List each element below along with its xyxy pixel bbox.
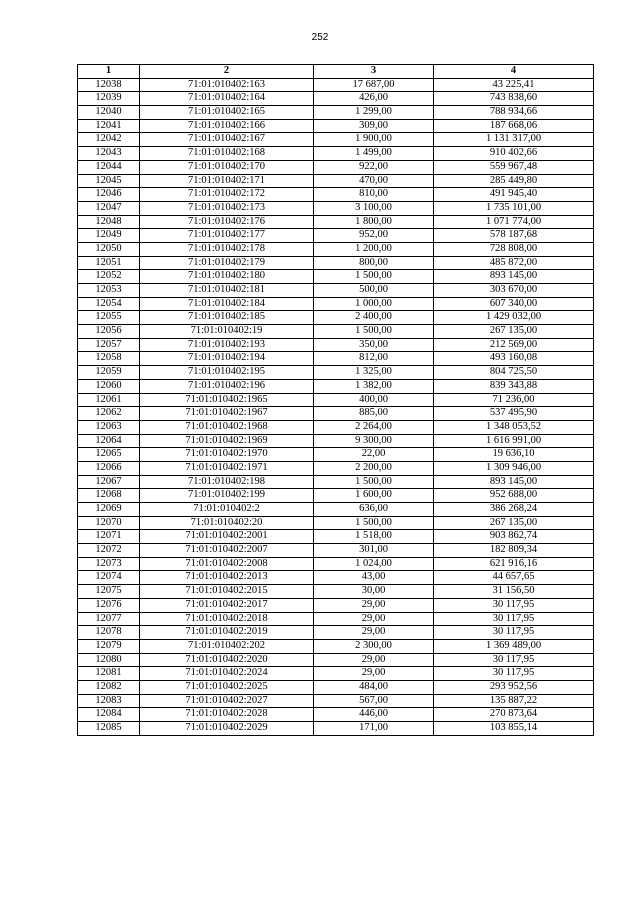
row-number-cell: 12060 [78,379,140,393]
cadastral-number-cell: 71:01:010402:171 [140,174,314,188]
cadastral-number-cell: 71:01:010402:2027 [140,694,314,708]
cadastral-value-cell: 491 945,40 [434,188,594,202]
row-number-cell: 12079 [78,639,140,653]
cadastral-number-cell: 71:01:010402:2017 [140,598,314,612]
cadastral-number-cell: 71:01:010402:20 [140,516,314,530]
row-number-cell: 12078 [78,626,140,640]
cadastral-number-cell: 71:01:010402:2 [140,503,314,517]
row-number-cell: 12048 [78,215,140,229]
cadastral-value-cell: 43 225,41 [434,78,594,92]
cadastral-number-cell: 71:01:010402:177 [140,229,314,243]
area-cell: 952,00 [314,229,434,243]
row-number-cell: 12073 [78,557,140,571]
cadastral-number-cell: 71:01:010402:2007 [140,544,314,558]
row-number-cell: 12072 [78,544,140,558]
table-row [78,256,594,270]
cadastral-number-cell: 71:01:010402:2020 [140,653,314,667]
column-header-3: 3 [314,65,434,79]
table-row [78,571,594,585]
area-cell: 309,00 [314,119,434,133]
cadastral-value-cell: 607 340,00 [434,297,594,311]
area-cell: 171,00 [314,722,434,736]
table-row [78,201,594,215]
table-row [78,242,594,256]
cadastral-number-cell: 71:01:010402:163 [140,78,314,92]
area-cell: 1 900,00 [314,133,434,147]
cadastral-value-cell: 303 670,00 [434,284,594,298]
cadastral-value-cell: 267 135,00 [434,325,594,339]
cadastral-value-cell: 952 688,00 [434,489,594,503]
cadastral-number-cell: 71:01:010402:1969 [140,434,314,448]
cadastral-value-cell: 743 838,60 [434,92,594,106]
row-number-cell: 12046 [78,188,140,202]
cadastral-value-cell: 71 236,00 [434,393,594,407]
table-row [78,626,594,640]
cadastral-number-cell: 71:01:010402:165 [140,106,314,120]
row-number-cell: 12050 [78,242,140,256]
row-number-cell: 12054 [78,297,140,311]
cadastral-value-cell: 212 569,00 [434,338,594,352]
table-row [78,160,594,174]
cadastral-value-cell: 182 809,34 [434,544,594,558]
cadastral-number-cell: 71:01:010402:1967 [140,407,314,421]
cadastral-value-cell: 1 309 946,00 [434,461,594,475]
cadastral-value-cell: 285 449,80 [434,174,594,188]
cadastral-number-cell: 71:01:010402:195 [140,366,314,380]
row-number-cell: 12042 [78,133,140,147]
cadastral-number-cell: 71:01:010402:181 [140,284,314,298]
table-row [78,270,594,284]
area-cell: 30,00 [314,585,434,599]
row-number-cell: 12055 [78,311,140,325]
cadastral-value-cell: 804 725,50 [434,366,594,380]
cadastral-number-cell: 71:01:010402:196 [140,379,314,393]
cadastral-value-cell: 30 117,95 [434,626,594,640]
area-cell: 2 300,00 [314,639,434,653]
area-cell: 1 500,00 [314,270,434,284]
table-row [78,475,594,489]
cadastral-number-cell: 71:01:010402:1968 [140,420,314,434]
cadastral-number-cell: 71:01:010402:184 [140,297,314,311]
cadastral-number-cell: 71:01:010402:2028 [140,708,314,722]
table-row [78,667,594,681]
cadastral-value-cell: 493 160,08 [434,352,594,366]
cadastral-number-cell: 71:01:010402:2015 [140,585,314,599]
area-cell: 22,00 [314,448,434,462]
area-cell: 43,00 [314,571,434,585]
row-number-cell: 12058 [78,352,140,366]
cadastral-number-cell: 71:01:010402:168 [140,147,314,161]
cadastral-value-cell: 621 916,16 [434,557,594,571]
area-cell: 500,00 [314,284,434,298]
area-cell: 470,00 [314,174,434,188]
table-row [78,379,594,393]
cadastral-number-cell: 71:01:010402:2025 [140,680,314,694]
area-cell: 1 024,00 [314,557,434,571]
cadastral-value-cell: 267 135,00 [434,516,594,530]
row-number-cell: 12038 [78,78,140,92]
cadastral-value-cell: 1 429 032,00 [434,311,594,325]
area-cell: 484,00 [314,680,434,694]
cadastral-value-cell: 30 117,95 [434,667,594,681]
table-row [78,352,594,366]
row-number-cell: 12041 [78,119,140,133]
area-cell: 812,00 [314,352,434,366]
area-cell: 2 200,00 [314,461,434,475]
area-cell: 29,00 [314,667,434,681]
row-number-cell: 12045 [78,174,140,188]
cadastral-number-cell: 71:01:010402:2008 [140,557,314,571]
table-row [78,215,594,229]
row-number-cell: 12043 [78,147,140,161]
table-row [78,119,594,133]
area-cell: 567,00 [314,694,434,708]
table-row [78,338,594,352]
column-header-2: 2 [140,65,314,79]
row-number-cell: 12082 [78,680,140,694]
cadastral-value-cell: 103 855,14 [434,722,594,736]
area-cell: 922,00 [314,160,434,174]
cadastral-value-cell: 30 117,95 [434,653,594,667]
area-cell: 2 264,00 [314,420,434,434]
area-cell: 1 200,00 [314,242,434,256]
table-row [78,297,594,311]
cadastral-value-cell: 30 117,95 [434,598,594,612]
cadastral-value-table [77,64,594,736]
row-number-cell: 12053 [78,284,140,298]
cadastral-value-cell: 270 873,64 [434,708,594,722]
table-row [78,503,594,517]
row-number-cell: 12049 [78,229,140,243]
table-row [78,133,594,147]
table-row [78,530,594,544]
cadastral-number-cell: 71:01:010402:178 [140,242,314,256]
area-cell: 400,00 [314,393,434,407]
row-number-cell: 12066 [78,461,140,475]
area-cell: 1 500,00 [314,475,434,489]
cadastral-number-cell: 71:01:010402:202 [140,639,314,653]
table-row [78,78,594,92]
row-number-cell: 12061 [78,393,140,407]
table-row [78,393,594,407]
cadastral-value-cell: 839 343,88 [434,379,594,393]
table-row [78,174,594,188]
cadastral-number-cell: 71:01:010402:166 [140,119,314,133]
table-row [78,544,594,558]
row-number-cell: 12070 [78,516,140,530]
row-number-cell: 12063 [78,420,140,434]
cadastral-number-cell: 71:01:010402:172 [140,188,314,202]
area-cell: 1 518,00 [314,530,434,544]
row-number-cell: 12075 [78,585,140,599]
area-cell: 29,00 [314,626,434,640]
area-cell: 1 299,00 [314,106,434,120]
table-body [78,78,594,735]
table-row [78,420,594,434]
cadastral-value-cell: 485 872,00 [434,256,594,270]
row-number-cell: 12074 [78,571,140,585]
cadastral-value-cell: 31 156,50 [434,585,594,599]
cadastral-value-cell: 1 131 317,00 [434,133,594,147]
cadastral-number-cell: 71:01:010402:164 [140,92,314,106]
table-row [78,325,594,339]
cadastral-value-cell: 788 934,66 [434,106,594,120]
table-row [78,284,594,298]
row-number-cell: 12068 [78,489,140,503]
area-cell: 1 500,00 [314,325,434,339]
cadastral-number-cell: 71:01:010402:173 [140,201,314,215]
cadastral-number-cell: 71:01:010402:2018 [140,612,314,626]
cadastral-value-cell: 1 735 101,00 [434,201,594,215]
row-number-cell: 12056 [78,325,140,339]
cadastral-number-cell: 71:01:010402:193 [140,338,314,352]
table-row [78,229,594,243]
row-number-cell: 12051 [78,256,140,270]
row-number-cell: 12040 [78,106,140,120]
column-header-1: 1 [78,65,140,79]
area-cell: 17 687,00 [314,78,434,92]
table-row [78,407,594,421]
area-cell: 350,00 [314,338,434,352]
cadastral-value-cell: 30 117,95 [434,612,594,626]
cadastral-number-cell: 71:01:010402:1971 [140,461,314,475]
cadastral-value-cell: 135 887,22 [434,694,594,708]
table-row [78,434,594,448]
cadastral-value-cell: 44 657,65 [434,571,594,585]
cadastral-value-cell: 293 952,56 [434,680,594,694]
row-number-cell: 12044 [78,160,140,174]
cadastral-number-cell: 71:01:010402:170 [140,160,314,174]
area-cell: 9 300,00 [314,434,434,448]
cadastral-value-cell: 578 187,68 [434,229,594,243]
area-cell: 3 100,00 [314,201,434,215]
row-number-cell: 12081 [78,667,140,681]
row-number-cell: 12047 [78,201,140,215]
area-cell: 1 600,00 [314,489,434,503]
row-number-cell: 12071 [78,530,140,544]
area-cell: 426,00 [314,92,434,106]
table-row [78,639,594,653]
row-number-cell: 12085 [78,722,140,736]
row-number-cell: 12069 [78,503,140,517]
row-number-cell: 12083 [78,694,140,708]
cadastral-number-cell: 71:01:010402:19 [140,325,314,339]
row-number-cell: 12067 [78,475,140,489]
cadastral-value-cell: 1 369 489,00 [434,639,594,653]
area-cell: 29,00 [314,598,434,612]
cadastral-value-cell: 1 616 991,00 [434,434,594,448]
cadastral-number-cell: 71:01:010402:179 [140,256,314,270]
cadastral-value-cell: 903 862,74 [434,530,594,544]
area-cell: 29,00 [314,612,434,626]
table-row [78,311,594,325]
area-cell: 446,00 [314,708,434,722]
table-row [78,708,594,722]
table-row [78,489,594,503]
cadastral-value-cell: 910 402,66 [434,147,594,161]
cadastral-number-cell: 71:01:010402:2019 [140,626,314,640]
cadastral-number-cell: 71:01:010402:1965 [140,393,314,407]
table-row [78,106,594,120]
area-cell: 1 382,00 [314,379,434,393]
table-row [78,585,594,599]
cadastral-value-cell: 1 071 774,00 [434,215,594,229]
area-cell: 301,00 [314,544,434,558]
cadastral-value-cell: 386 268,24 [434,503,594,517]
table-row [78,366,594,380]
area-cell: 800,00 [314,256,434,270]
cadastral-value-cell: 893 145,00 [434,270,594,284]
row-number-cell: 12057 [78,338,140,352]
cadastral-value-cell: 19 636,10 [434,448,594,462]
row-number-cell: 12080 [78,653,140,667]
table-row [78,516,594,530]
table-row [78,612,594,626]
row-number-cell: 12077 [78,612,140,626]
row-number-cell: 12084 [78,708,140,722]
row-number-cell: 12062 [78,407,140,421]
cadastral-value-cell: 893 145,00 [434,475,594,489]
table-header-row [78,65,594,79]
table-row [78,653,594,667]
table-row [78,557,594,571]
table-row [78,722,594,736]
area-cell: 29,00 [314,653,434,667]
table-row [78,188,594,202]
cadastral-number-cell: 71:01:010402:199 [140,489,314,503]
area-cell: 1 000,00 [314,297,434,311]
area-cell: 1 500,00 [314,516,434,530]
row-number-cell: 12052 [78,270,140,284]
row-number-cell: 12076 [78,598,140,612]
cadastral-number-cell: 71:01:010402:180 [140,270,314,284]
area-cell: 810,00 [314,188,434,202]
row-number-cell: 12065 [78,448,140,462]
cadastral-number-cell: 71:01:010402:2013 [140,571,314,585]
row-number-cell: 12064 [78,434,140,448]
table-row [78,147,594,161]
area-cell: 636,00 [314,503,434,517]
row-number-cell: 12059 [78,366,140,380]
cadastral-number-cell: 71:01:010402:2029 [140,722,314,736]
cadastral-number-cell: 71:01:010402:176 [140,215,314,229]
cadastral-value-cell: 1 348 053,52 [434,420,594,434]
cadastral-number-cell: 71:01:010402:185 [140,311,314,325]
area-cell: 1 800,00 [314,215,434,229]
cadastral-number-cell: 71:01:010402:167 [140,133,314,147]
table-row [78,92,594,106]
cadastral-value-cell: 559 967,48 [434,160,594,174]
area-cell: 1 499,00 [314,147,434,161]
table-row [78,694,594,708]
column-header-4: 4 [434,65,594,79]
cadastral-value-cell: 187 668,06 [434,119,594,133]
cadastral-number-cell: 71:01:010402:2024 [140,667,314,681]
cadastral-number-cell: 71:01:010402:194 [140,352,314,366]
cadastral-value-cell: 728 808,00 [434,242,594,256]
page-number: 252 [311,32,329,43]
cadastral-number-cell: 71:01:010402:198 [140,475,314,489]
area-cell: 2 400,00 [314,311,434,325]
cadastral-value-cell: 537 495,90 [434,407,594,421]
table-row [78,461,594,475]
table-row [78,598,594,612]
table-row [78,448,594,462]
cadastral-number-cell: 71:01:010402:1970 [140,448,314,462]
area-cell: 1 325,00 [314,366,434,380]
cadastral-number-cell: 71:01:010402:2001 [140,530,314,544]
row-number-cell: 12039 [78,92,140,106]
table-row [78,680,594,694]
area-cell: 885,00 [314,407,434,421]
